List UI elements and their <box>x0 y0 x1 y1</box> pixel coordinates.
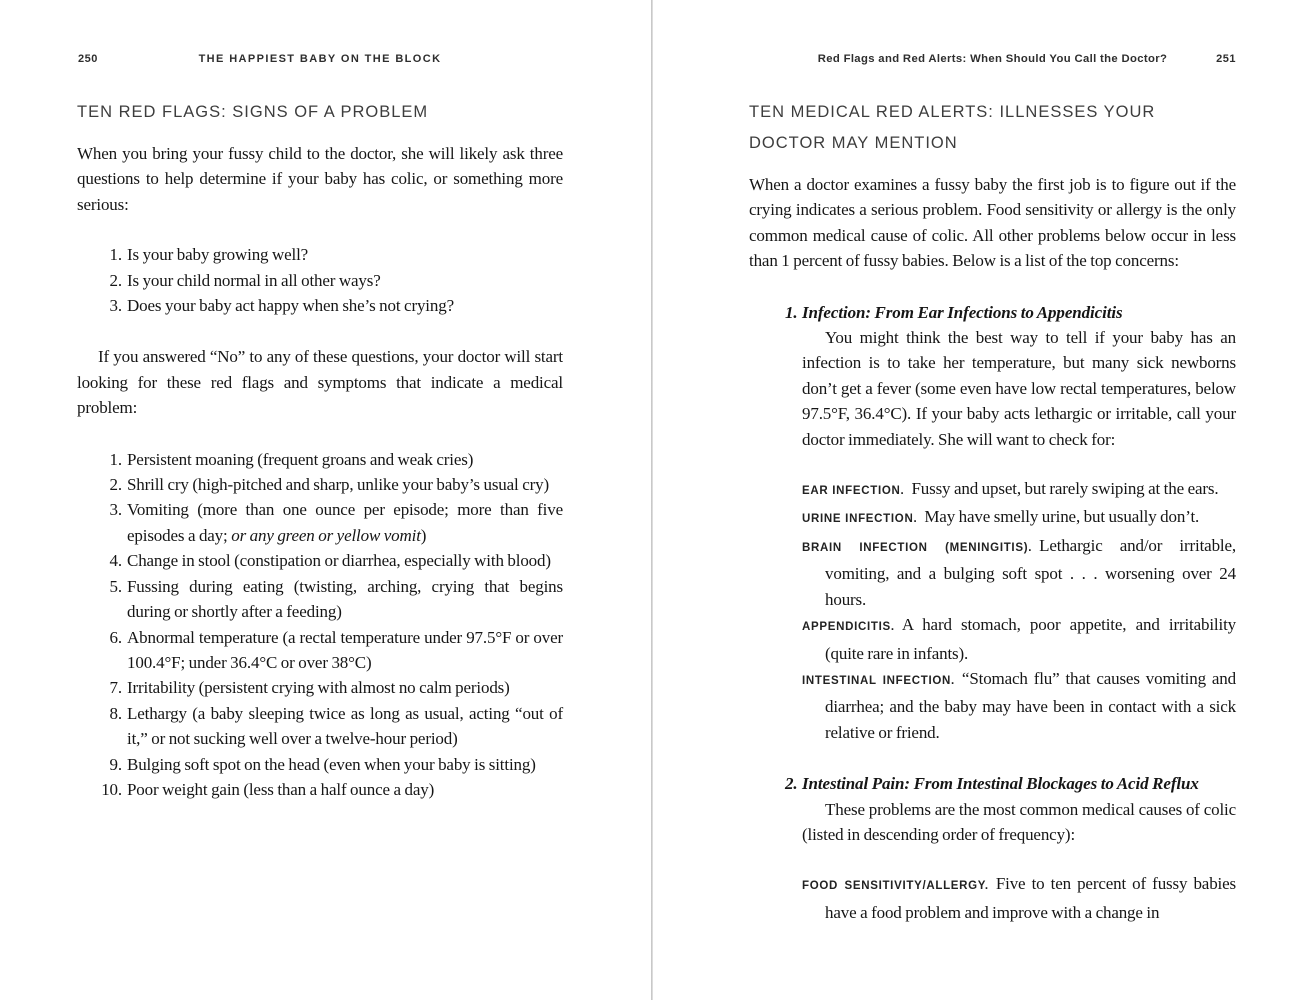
running-header-left: THE HAPPIEST BABY ON THE BLOCK <box>198 53 442 65</box>
entry-text: Fussy and upset, but rarely swiping at the ears. <box>911 479 1219 499</box>
entries-group <box>785 476 1236 745</box>
list-number: 10. <box>101 779 122 799</box>
intro-paragraph-right: When a doctor examines a fussy baby the first job is to figure out if the crying indicates a serious problem. Food sensitivity or allergy is the only common medical cause of colic. All other problems below occur in less than 1 percent of fussy babies. Below is a list of the top concerns: <box>749 175 1236 271</box>
entry-label: URINE INFECTION. <box>802 513 918 526</box>
list-item <box>77 777 563 802</box>
running-header-right: Red Flags and Red Alerts: When Should You Call the Doctor? <box>817 53 1168 65</box>
page-number-left: 250 <box>78 53 98 65</box>
list-item-text-plain: ) <box>420 525 427 545</box>
list-item-text: Lethargy (a baby sleeping twice as long as usual, acting “out of it,” or not sucking well over a twelve-hour period) <box>127 703 563 749</box>
list-item <box>77 574 563 625</box>
list-item <box>77 675 563 700</box>
section-number: 2. <box>785 774 798 794</box>
followup-paragraph-left: If you answered “No” to any of these questions, your doctor will start looking for these red flags and symptoms that indicate a medical problem: <box>77 347 563 418</box>
list-item <box>77 625 563 676</box>
entry-brain-infection <box>802 533 1236 612</box>
list-item <box>77 472 563 497</box>
list-item-text: Poor weight gain (less than a half ounce a day) <box>127 779 435 799</box>
list-number: 3. <box>109 296 122 316</box>
entry-text: “Stomach flu” that causes vomiting and diarrhea; and the baby may have been in contact with a sick relative or friend. <box>825 668 1236 742</box>
entry-label: APPENDICITIS. <box>802 621 895 634</box>
section-title <box>785 771 1236 796</box>
entry-ear-infection <box>802 476 1236 504</box>
section-heading-right: TEN MEDICAL RED ALERTS: ILLNESSES YOUR DOCTOR MAY MENTION <box>749 103 1156 152</box>
list-item-text: Irritability (persistent crying with almost no calm periods) <box>127 678 510 698</box>
list-item <box>77 548 563 573</box>
list-item-text-plain: Vomiting (more than one ounce per episode; more than five episodes a day; <box>127 500 563 545</box>
list-item <box>77 293 563 318</box>
entry-label: FOOD SENSITIVITY/ALLERGY. <box>802 880 989 893</box>
list-item-text: Persistent moaning (frequent groans and weak cries) <box>127 449 474 469</box>
intro-paragraph-left: When you bring your fussy child to the doctor, she will likely ask three questions to help determine if your baby has colic, or something more serious: <box>77 144 563 214</box>
section-title <box>785 300 1236 325</box>
list-number: 5. <box>109 576 122 596</box>
list-item-text: Shrill cry (high-pitched and sharp, unlike your baby’s usual cry) <box>127 475 549 495</box>
numbered-section-intestinal-pain <box>785 771 1236 925</box>
list-item-text: Is your baby growing well? <box>127 245 309 265</box>
list-number: 2. <box>109 270 122 290</box>
list-number: 1. <box>109 449 122 469</box>
list-item-text: Does your baby act happy when she’s not crying? <box>127 296 454 316</box>
list-item-text: Is your child normal in all other ways? <box>127 270 381 290</box>
entry-intestinal-infection <box>802 666 1236 745</box>
entry-urine-infection <box>802 504 1236 532</box>
red-flags-list <box>77 447 563 803</box>
list-item <box>77 701 563 752</box>
entry-label: INTESTINAL INFECTION. <box>802 674 955 687</box>
page-number-right: 251 <box>1216 53 1236 65</box>
entry-text: A hard stomach, poor appetite, and irritability (quite rare in infants). <box>825 615 1236 663</box>
section-body: These problems are the most common medical causes of colic (listed in descending order of frequency): <box>802 799 1236 844</box>
questions-list <box>77 242 563 318</box>
entry-food-sensitivity <box>802 871 1236 925</box>
page-gutter-divider <box>651 0 653 1000</box>
entry-text: May have smelly urine, but usually don’t. <box>924 507 1200 527</box>
list-number: 7. <box>109 678 122 698</box>
list-number: 6. <box>109 627 122 647</box>
list-number: 1. <box>109 245 122 265</box>
running-head-left <box>77 53 563 68</box>
section-body: You might think the best way to tell if your baby has an infection is to take her temperature, but many sick newborns don’t get a fever (some even have low rectal temperatures, below 97.5°F, 36.4°C). If your baby acts lethargic or irritable, call your doctor immediately. She will want to check for: <box>802 328 1236 449</box>
list-number: 4. <box>109 551 122 571</box>
entry-label: BRAIN INFECTION (MENINGITIS). <box>802 541 1033 554</box>
page-left <box>77 53 563 802</box>
entry-text: Lethargic and/or irritable, vomiting, and a bulging soft spot . . . worsening over 24 hours. <box>825 535 1236 609</box>
list-number: 2. <box>109 475 122 495</box>
list-item <box>77 242 563 267</box>
list-number: 8. <box>109 703 122 723</box>
entry-appendicitis <box>802 612 1236 666</box>
list-item-text: Change in stool (constipation or diarrhea, especially with blood) <box>127 551 551 571</box>
list-item-text: Bulging soft spot on the head (even when your baby is sitting) <box>127 754 536 774</box>
list-item <box>77 497 563 548</box>
list-item-text-italic: or any green or yellow vomit <box>231 525 421 545</box>
list-number: 9. <box>109 754 122 774</box>
running-head-right <box>749 53 1236 68</box>
list-number: 3. <box>109 500 122 520</box>
page-right <box>749 53 1236 925</box>
list-item-text: Fussing during eating (twisting, arching, crying that begins during or shortly after a feeding) <box>127 576 563 622</box>
section-title-text: Infection: From Ear Infections to Appendicitis <box>802 302 1123 322</box>
list-item-text <box>127 497 563 548</box>
list-item <box>77 752 563 777</box>
list-item <box>77 268 563 293</box>
list-item <box>77 447 563 472</box>
section-title-text: Intestinal Pain: From Intestinal Blockages to Acid Reflux <box>802 774 1199 794</box>
section-number: 1. <box>785 302 798 322</box>
entries-group <box>785 871 1236 925</box>
list-item-text: Abnormal temperature (a rectal temperature under 97.5°F or over 100.4°F; under 36.4°C or over 38°C) <box>127 627 563 672</box>
entry-label: EAR INFECTION. <box>802 485 905 498</box>
entry-text: Five to ten percent of fussy babies have a food problem and improve with a change in <box>825 874 1236 922</box>
numbered-section-infection <box>785 300 1236 746</box>
section-heading-left: TEN RED FLAGS: SIGNS OF A PROBLEM <box>77 103 429 121</box>
